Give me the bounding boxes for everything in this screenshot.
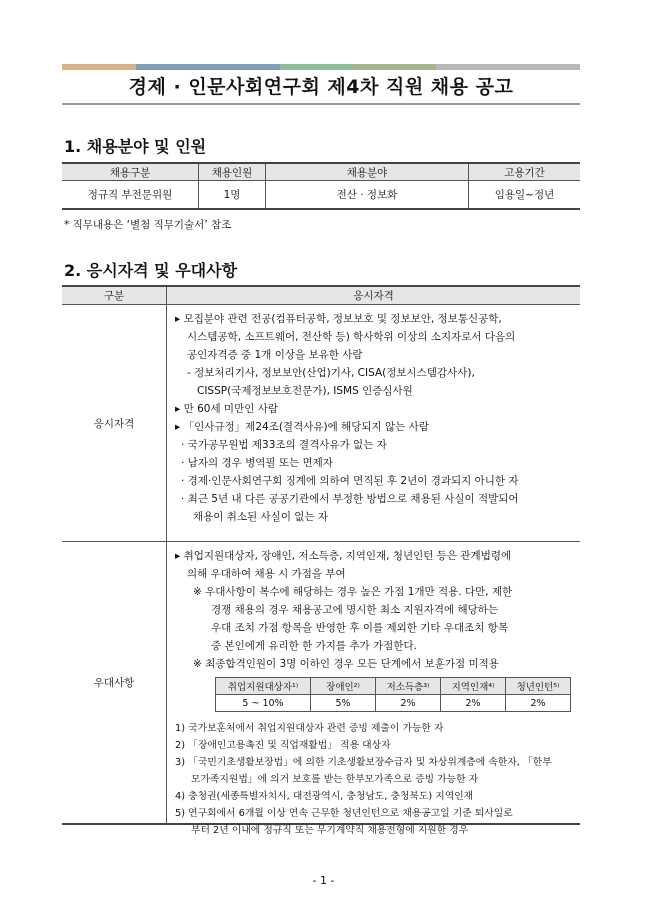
qual-line: CISSP(국제정보보호전문가), ISMS 인증심사원 — [197, 385, 413, 397]
pref-line: 경쟁 채용의 경우 채용공고에 명시한 최소 지원자격에 해당하는 — [211, 604, 499, 616]
qualification-label: 응시자격 — [62, 305, 167, 542]
qual-line: 채용이 취소된 사실이 없는 자 — [193, 511, 329, 523]
cell-count: 1명 — [199, 181, 266, 210]
job-description-note: * 직무내용은 ‘별첨 직무기술서’ 참조 — [64, 219, 232, 231]
pref-line: ※ 최종합격인원이 3명 이하인 경우 모든 단계에서 보훈가점 미적용 — [193, 658, 499, 670]
title-color-bars — [62, 64, 580, 70]
points-header-youth-intern: 청년인턴⁵⁾ — [506, 678, 571, 695]
col-header-period: 고용기간 — [469, 163, 581, 181]
qual-line: · 경제·인문사회연구회 징계에 의하여 면직된 후 2년이 경과되지 아니한 자 — [181, 475, 519, 487]
points-value-local-talent: 2% — [441, 695, 506, 712]
footnote: 2) 「장애인고용촉진 및 직업재활법」 적용 대상자 — [175, 740, 391, 751]
color-bar-5 — [436, 64, 580, 70]
points-value-youth-intern: 2% — [506, 695, 571, 712]
preference-cell — [167, 542, 581, 836]
cell-type: 정규직 부전문위원 — [62, 181, 199, 210]
cell-period: 임용일~정년 — [469, 181, 581, 210]
color-bar-4 — [354, 64, 436, 70]
page-number: - 1 - — [312, 874, 335, 887]
qual-line: · 최근 5년 내 다른 공공기관에서 부정한 방법으로 채용된 사실이 적발되어 — [181, 493, 519, 505]
footnote: 5) 연구회에서 6개월 이상 연속 근무한 청년인턴으로 채용공고일 기준 퇴사일로 — [175, 808, 513, 819]
footnote: 1) 국가보훈처에서 취업지원대상자 관련 증빙 제출이 가능한 자 — [175, 723, 444, 734]
col-header-qualification: 응시자격 — [167, 286, 581, 305]
points-header-local-talent: 지역인재⁴⁾ — [441, 678, 506, 695]
section2-heading: 2. 응시자격 및 우대사항 — [64, 261, 238, 280]
col-header-count: 채용인원 — [199, 163, 266, 181]
pref-line: ※ 우대사항이 복수에 해당하는 경우 높은 가점 1개만 적용. 다만, 제한 — [193, 586, 513, 598]
footnote: 모가족지원법」에 의거 보호를 받는 한부모가족으로 증빙 가능한 자 — [191, 774, 479, 785]
points-value-low-income: 2% — [376, 695, 441, 712]
cell-field: 전산 · 정보화 — [266, 181, 469, 210]
section1-heading: 1. 채용분야 및 인원 — [64, 137, 207, 156]
col-header-field: 채용분야 — [266, 163, 469, 181]
footnote: 3) 「국민기초생활보장법」에 의한 기초생활보장수급자 및 차상위계층에 속한자, 「한부 — [175, 757, 552, 768]
qual-line: - 정보처리기사, 정보보안(산업)기사, CISA(정보시스템감사사), — [187, 367, 475, 379]
qual-line: · 국가공무원법 제33조의 결격사유가 없는 자 — [181, 439, 387, 451]
qual-line: ▸ 모집분야 관련 전공(컴퓨터공학, 정보보호 및 정보보안, 정보통신공학, — [175, 313, 502, 325]
qualification-cell — [167, 305, 581, 542]
points-value-veterans: 5 ~ 10% — [216, 695, 311, 712]
pref-line: 의해 우대하여 채용 시 가점을 부여 — [187, 568, 346, 580]
pref-line: 중 본인에게 유리한 한 가지를 추가 가점한다. — [211, 640, 417, 652]
preference-label: 우대사항 — [62, 542, 167, 825]
preference-points-table — [215, 677, 571, 712]
color-bar-1 — [62, 64, 136, 70]
col-header-type: 채용구분 — [62, 163, 199, 181]
page-title: 경제 · 인문사회연구회 제4차 직원 채용 공고 — [128, 76, 514, 98]
qual-line: ▸ 만 60세 미만인 사람 — [175, 403, 278, 415]
pref-line: ▸ 취업지원대상자, 장애인, 저소득층, 지역인재, 청년인턴 등은 관계법령에 — [175, 550, 512, 562]
color-bar-3 — [280, 64, 354, 70]
points-header-veterans: 취업지원대상자¹⁾ — [216, 678, 311, 695]
qual-line: 시스템공학, 소프트웨어, 전산학 등) 학사학위 이상의 소지자로서 다음의 — [187, 331, 516, 343]
recruitment-table — [62, 162, 580, 210]
points-value-disabled: 5% — [311, 695, 376, 712]
color-bar-2 — [136, 64, 280, 70]
col-header-category: 구분 — [62, 286, 167, 305]
pref-line: 우대 조치 가점 항목을 반영한 후 이를 제외한 기타 우대조치 항목 — [211, 622, 509, 634]
qual-line: ▸ 「인사규정」제24조(결격사유)에 해당되지 않는 사람 — [175, 421, 429, 433]
footnote: 부터 2년 이내에 정규직 또는 무기계약직 채용전형에 지원한 경우 — [191, 825, 469, 836]
qualification-table — [62, 285, 580, 836]
title-underline — [62, 103, 580, 105]
qual-line: · 남자의 경우 병역필 또는 면제자 — [181, 457, 333, 469]
points-header-disabled: 장애인²⁾ — [311, 678, 376, 695]
qual-line: 공인자격증 중 1개 이상을 보유한 사람 — [187, 349, 363, 361]
points-header-low-income: 저소득층³⁾ — [376, 678, 441, 695]
footnote: 4) 충청권(세종특별자치시, 대전광역시, 충청남도, 충청북도) 지역인재 — [175, 791, 474, 802]
